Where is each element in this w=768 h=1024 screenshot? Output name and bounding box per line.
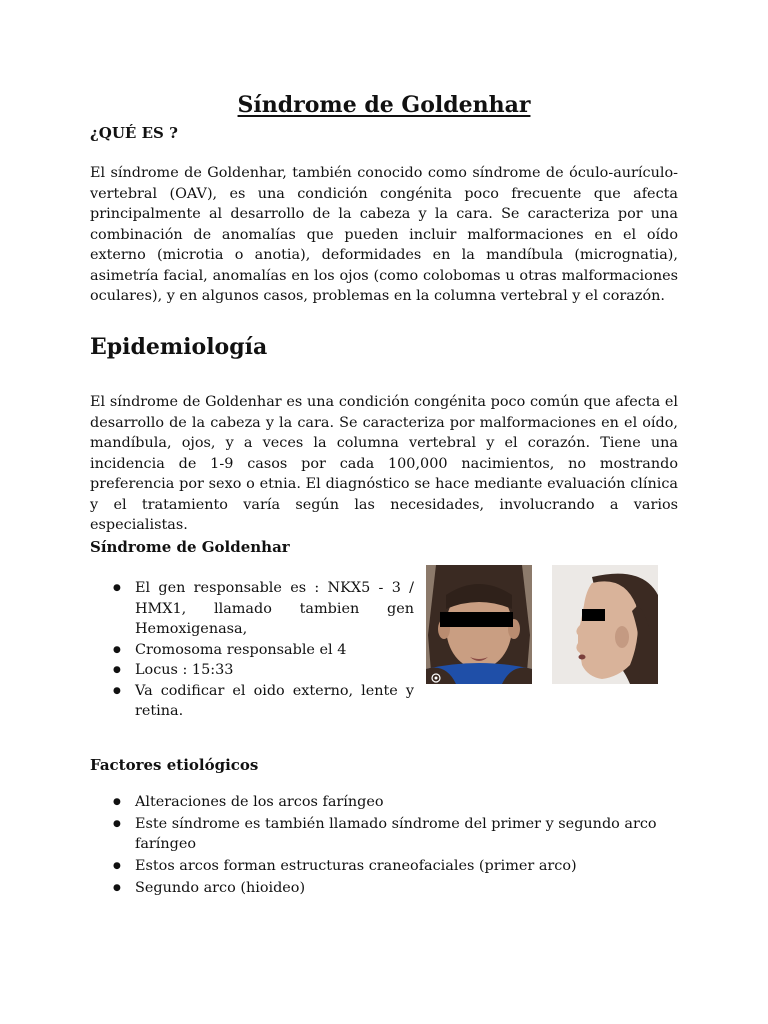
list-item: ● El gen responsable es : NKX5 - 3 / HMX1, llamado tambien gen Hemoxigenasa, xyxy=(90,578,414,640)
list-item: ● Locus : 15:33 xyxy=(90,660,414,681)
profile-face-photo xyxy=(552,565,658,684)
intro-paragraph: El síndrome de Goldenhar, también conocido como síndrome de óculo-aurículo-vertebral (OAV), es una condición congénita poco frecuente que afecta principalmente al desarrollo de la cabeza y la cara. Se caracteriza por una combinación de anomalías que pueden incluir malformaciones en el oído externo (microtia o anotia), deformidades en la mandíbula (micrognatia), asimetría facial, anomalías en los ojos (como colobomas u otras malformaciones oculares), y en algunos casos, problemas en la columna vertebral y el corazón. xyxy=(90,165,678,304)
list-item: ● Alteraciones de los arcos faríngeo xyxy=(90,792,690,813)
list-item: ● Cromosoma responsable el 4 xyxy=(90,640,414,661)
genetics-list xyxy=(90,578,414,722)
list-item: ● Este síndrome es también llamado síndrome del primer y segundo arco faríngeo xyxy=(90,814,690,855)
list-item: ● Segundo arco (hioideo) xyxy=(90,878,690,899)
frontal-face-illustration xyxy=(426,565,532,684)
list-item: ● Va codificar el oido externo, lente y retina. xyxy=(90,681,414,722)
profile-face-illustration xyxy=(552,565,658,684)
genetics-heading: Síndrome de Goldenhar xyxy=(90,538,290,556)
document-title: Síndrome de Goldenhar xyxy=(237,92,531,118)
intro-heading: ¿QUÉ ES ? xyxy=(90,124,178,142)
censor-bar xyxy=(582,609,605,621)
censor-bar xyxy=(440,612,513,627)
factors-heading: Factores etiológicos xyxy=(90,756,259,774)
factors-list xyxy=(90,792,690,899)
list-item: ● Estos arcos forman estructuras craneofaciales (primer arco) xyxy=(90,856,690,877)
epidemiology-paragraph: El síndrome de Goldenhar es una condición congénita poco común que afecta el desarrollo de la cabeza y la cara. Se caracteriza por malformaciones en el oído, mandíbula, ojos, y a veces la columna vertebral y el corazón. Tiene una incidencia de 1-9 casos por cada 100,000 nacimientos, no mostrando preferencia por sexo o etnia. El diagnóstico se hace mediante evaluación clínica y el tratamiento varía según las necesidades, involucrando a varios especialistas. xyxy=(90,394,678,533)
frontal-face-photo xyxy=(426,565,532,684)
epidemiology-heading: Epidemiología xyxy=(90,334,268,360)
